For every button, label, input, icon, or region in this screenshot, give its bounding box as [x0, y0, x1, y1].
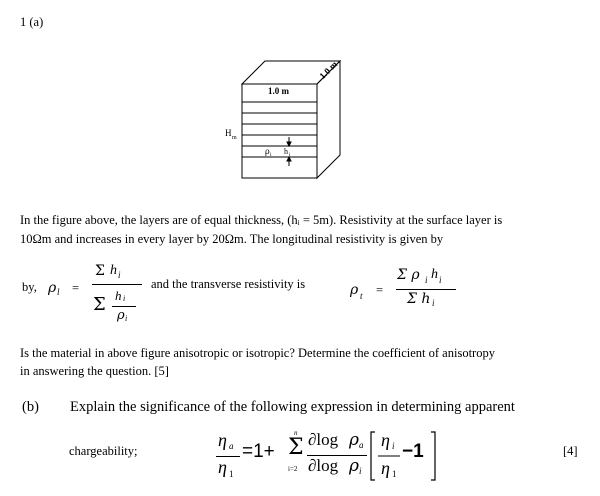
- sigma-symbol: Σ: [288, 435, 304, 460]
- eta-sub: 1: [392, 469, 397, 479]
- paragraph-line: in answering the question. [5]: [20, 364, 169, 378]
- denominator-sub: i: [432, 298, 435, 308]
- paragraph-line: Is the material in above figure anisotropic or isotropic? Determine the coefficient of anisotropy: [20, 346, 495, 360]
- denominator-sum: Σ h: [407, 291, 431, 307]
- numerator-sum: Σ ρ: [397, 267, 420, 283]
- fraction-bar: [396, 289, 456, 290]
- eta-sub: 1: [229, 469, 234, 479]
- fraction-bar: [92, 284, 142, 285]
- question-label: 1 (a): [20, 15, 44, 29]
- minus-one: −1: [402, 441, 424, 462]
- eta-symbol: η: [381, 458, 390, 478]
- rho-symbol: ρ: [349, 430, 359, 450]
- eta-symbol: η: [381, 430, 390, 450]
- top-dimension-label: 1.0 m: [268, 86, 289, 96]
- dlog-text: ∂log: [308, 456, 339, 475]
- layer-rho-label: ρ: [265, 147, 270, 156]
- equals-sign: =: [376, 283, 384, 297]
- numerator-sub: i: [425, 275, 428, 285]
- rho-l-symbol: ρ: [48, 280, 57, 296]
- height-label-sub: m: [232, 135, 237, 141]
- right-face: [317, 58, 340, 178]
- side-dimension-label: 1.0 m: [317, 58, 340, 81]
- formula-connector: and the transverse resistivity is: [151, 277, 306, 291]
- dlog-text: ∂log: [308, 430, 339, 449]
- paragraph-line: In the figure above, the layers are of equal thickness, (hᵢ = 5m). Resistivity at the surface layer is: [20, 213, 503, 227]
- eta-sub: i: [392, 441, 395, 451]
- height-label: H: [225, 128, 232, 138]
- formula-lead: by,: [22, 280, 37, 294]
- marks-label: [4]: [563, 444, 578, 458]
- rho-symbol: ρ: [349, 456, 359, 476]
- layer-h-sub: i: [289, 152, 291, 158]
- rho-l-sub: l: [57, 287, 60, 297]
- rho-sub: a: [359, 440, 364, 450]
- eta-sub: a: [229, 441, 234, 451]
- sigma-symbol: Σ: [93, 294, 106, 315]
- part-b-text: Explain the significance of the following expression in determining apparent: [70, 399, 515, 415]
- sum-lower: i=2: [288, 465, 298, 473]
- rho-sub: i: [359, 466, 362, 476]
- front-face: [242, 84, 317, 178]
- layer-rho-sub: i: [270, 152, 272, 158]
- rho-symbol: ρ: [117, 308, 125, 323]
- layer-h-label: h: [284, 147, 288, 156]
- sum-upper: n: [294, 429, 298, 437]
- h-sub: i: [123, 294, 126, 303]
- numerator-h: h: [431, 267, 438, 282]
- rho-t-symbol: ρ: [350, 282, 359, 298]
- fraction-bar: [112, 306, 136, 307]
- part-b-lead: chargeability;: [69, 444, 138, 458]
- h-symbol: h: [115, 288, 122, 303]
- eta-symbol: η: [218, 430, 227, 450]
- h-symbol: h: [110, 263, 117, 278]
- numerator-h-sub: i: [439, 275, 442, 285]
- eta-symbol: η: [218, 457, 227, 477]
- h-sub: i: [118, 270, 121, 280]
- sigma-symbol: Σ: [95, 263, 105, 279]
- equals-one-plus: =1+: [242, 441, 275, 462]
- paragraph-line: 10Ωm and increases in every layer by 20Ωm. The longitudinal resistivity is given by: [20, 232, 444, 246]
- equals-sign: =: [72, 281, 80, 295]
- layered-block-figure: [215, 55, 355, 185]
- rho-t-sub: t: [360, 291, 363, 301]
- part-b-label: (b): [22, 399, 39, 415]
- rho-sub: i: [125, 314, 128, 323]
